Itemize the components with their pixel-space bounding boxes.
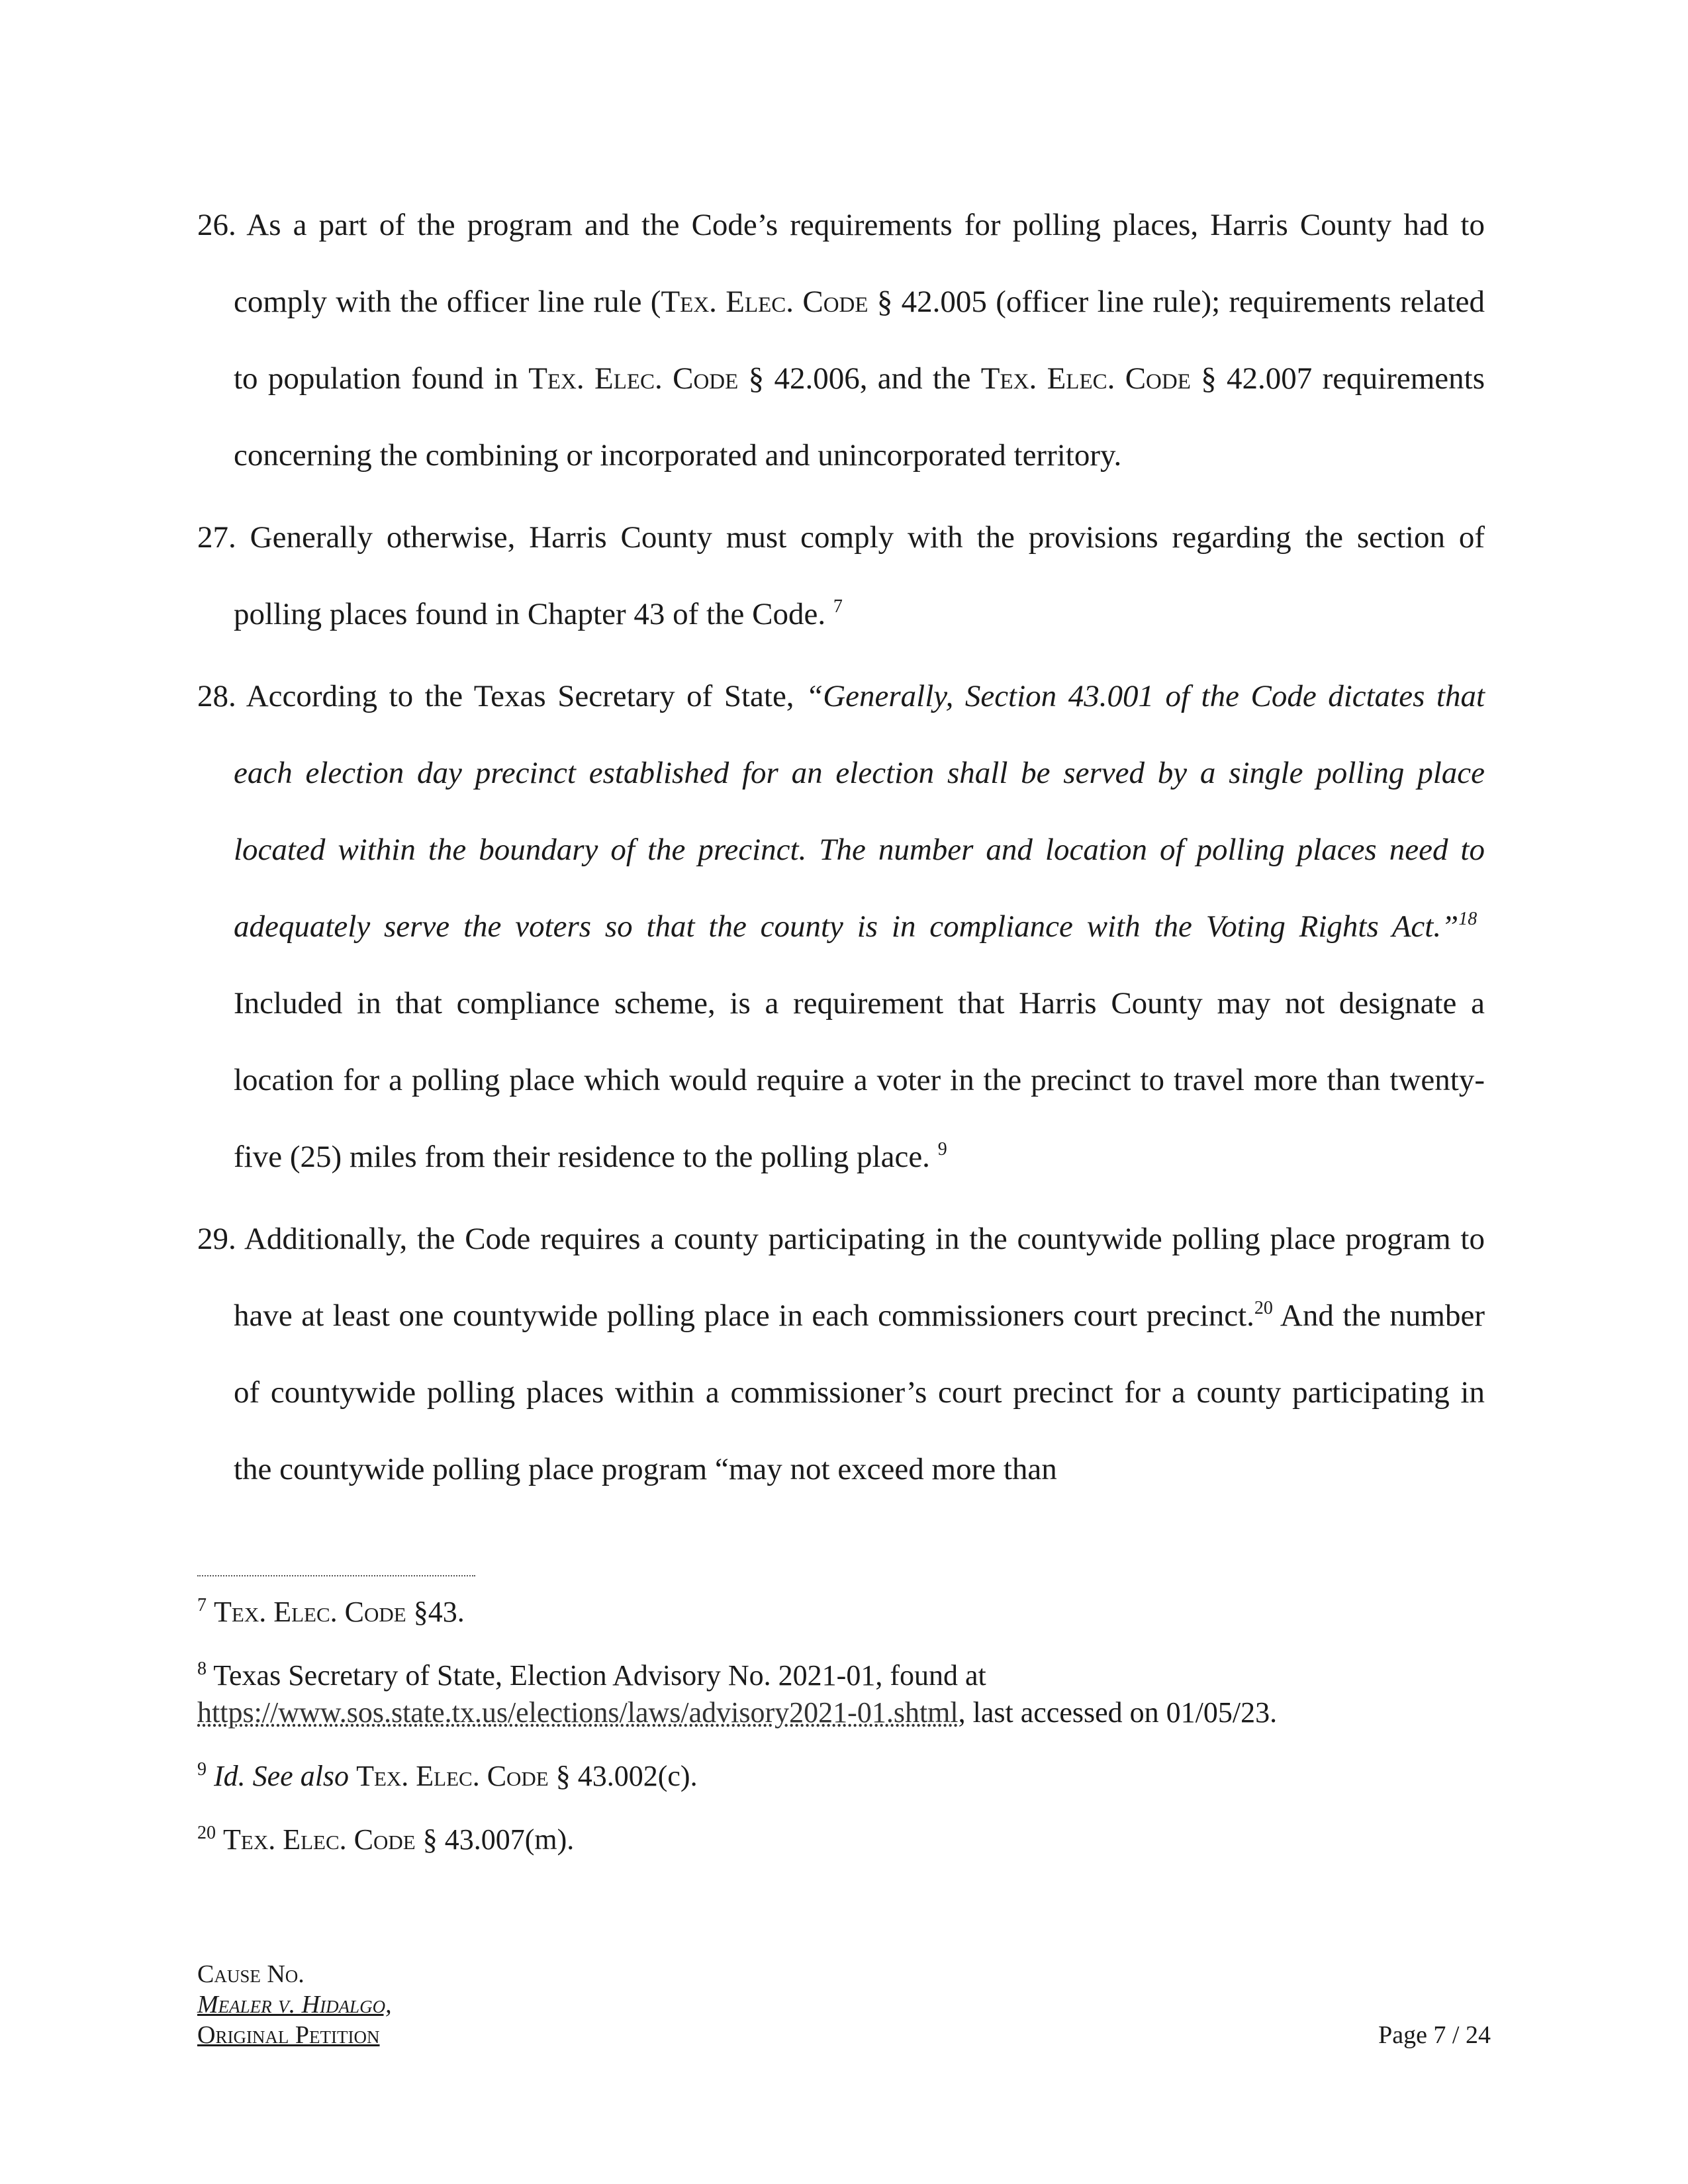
page-number: Page 7 / 24 — [1378, 2021, 1491, 2049]
paragraph-number: 26. — [197, 208, 236, 242]
footnote-ref: 20 — [1254, 1298, 1273, 1318]
body-text — [197, 187, 1485, 1513]
quotation: “Generally, Section 43.001 of the Code dictates that each election day precinct established for an election shall be served by a single polling place located within the boundary of the precinct. The number and location of polling places need to adequately serve the voters so that the county is in compliance with the Voting Rights Act.” — [234, 679, 1485, 944]
paragraph-number: 29. — [197, 1222, 236, 1256]
document-title: Original Petition — [197, 2021, 380, 2049]
footnotes — [197, 1594, 1485, 1885]
paragraph-27: 27. Generally otherwise, Harris County must comply with the provisions regarding the section of polling places found in Chapter 43 of the Code. $^7$ — [197, 520, 1485, 631]
case-name: Mealer v. Hidalgo, — [197, 1991, 392, 2019]
footnote-separator — [197, 1575, 475, 1576]
footnote-ref: 7 — [833, 596, 843, 617]
paragraph-29: 29. Additionally, the Code requires a county participating in the countywide polling place program to have at least one countywide polling place in each commissioners court precinct.$^{20}$ And the number of countywide polling places within a commissioner’s court precinct for a county participating in the countywide polling place program “may not exceed more than — [197, 1222, 1485, 1486]
footnote-7: $^7$ Tex. Elec. Code §43. — [197, 1595, 465, 1628]
paragraph-28: 28. According to the Texas Secretary of State, “Generally, Section 43.001 of the Code dictates that each election day precinct established for an election shall be served by a single polling place located within the boundary of the precinct. The number and location of polling places need to adequately serve the voters so that the county is in compliance with the Voting Rights Act.”$^{18}$ Included in that compliance scheme, is a requirement that Harris County may not designate a location for a polling place which would require a voter in the precinct to travel more than twenty-five (25) miles from their residence to the polling place. $^9$ — [197, 679, 1485, 1174]
footnote-ref: 18 — [1458, 909, 1477, 929]
statute-citation: Tex. Elec. Code — [661, 285, 868, 319]
paragraph-number: 27. — [197, 520, 236, 555]
footer-caption — [197, 1959, 392, 2050]
footnote-20: $^{20}$ Tex. Elec. Code § 43.007(m). — [197, 1823, 575, 1856]
advisory-link[interactable]: https://www.sos.state.tx.us/elections/laws/advisory2021-01.shtml — [197, 1696, 959, 1729]
paragraph-number: 28. — [197, 679, 236, 713]
footnote-9: $^9$ Id. See also Tex. Elec. Code § 43.002(c). — [197, 1759, 698, 1792]
footnote-8: $^8$ Texas Secretary of State, Election Advisory No. 2021-01, found at https://www.sos.state.tx.us/elections/laws/advisory2021-01.shtml, last accessed on 01/05/23. — [197, 1659, 1278, 1729]
footnote-ref: 9 — [937, 1139, 947, 1160]
cause-number: Cause No. — [197, 1960, 305, 1988]
statute-citation: Tex. Elec. Code — [528, 361, 739, 396]
paragraph-26: 26. As a part of the program and the Code’s requirements for polling places, Harris County had to comply with the officer line rule (Tex. Elec. Code § 42.005 (officer line rule); requirements related to population found in Tex. Elec. Code § 42.006, and the Tex. Elec. Code § 42.007 requirements concerning the combining or incorporated and unincorporated territory. — [197, 208, 1485, 473]
statute-citation: Tex. Elec. Code — [980, 361, 1191, 396]
